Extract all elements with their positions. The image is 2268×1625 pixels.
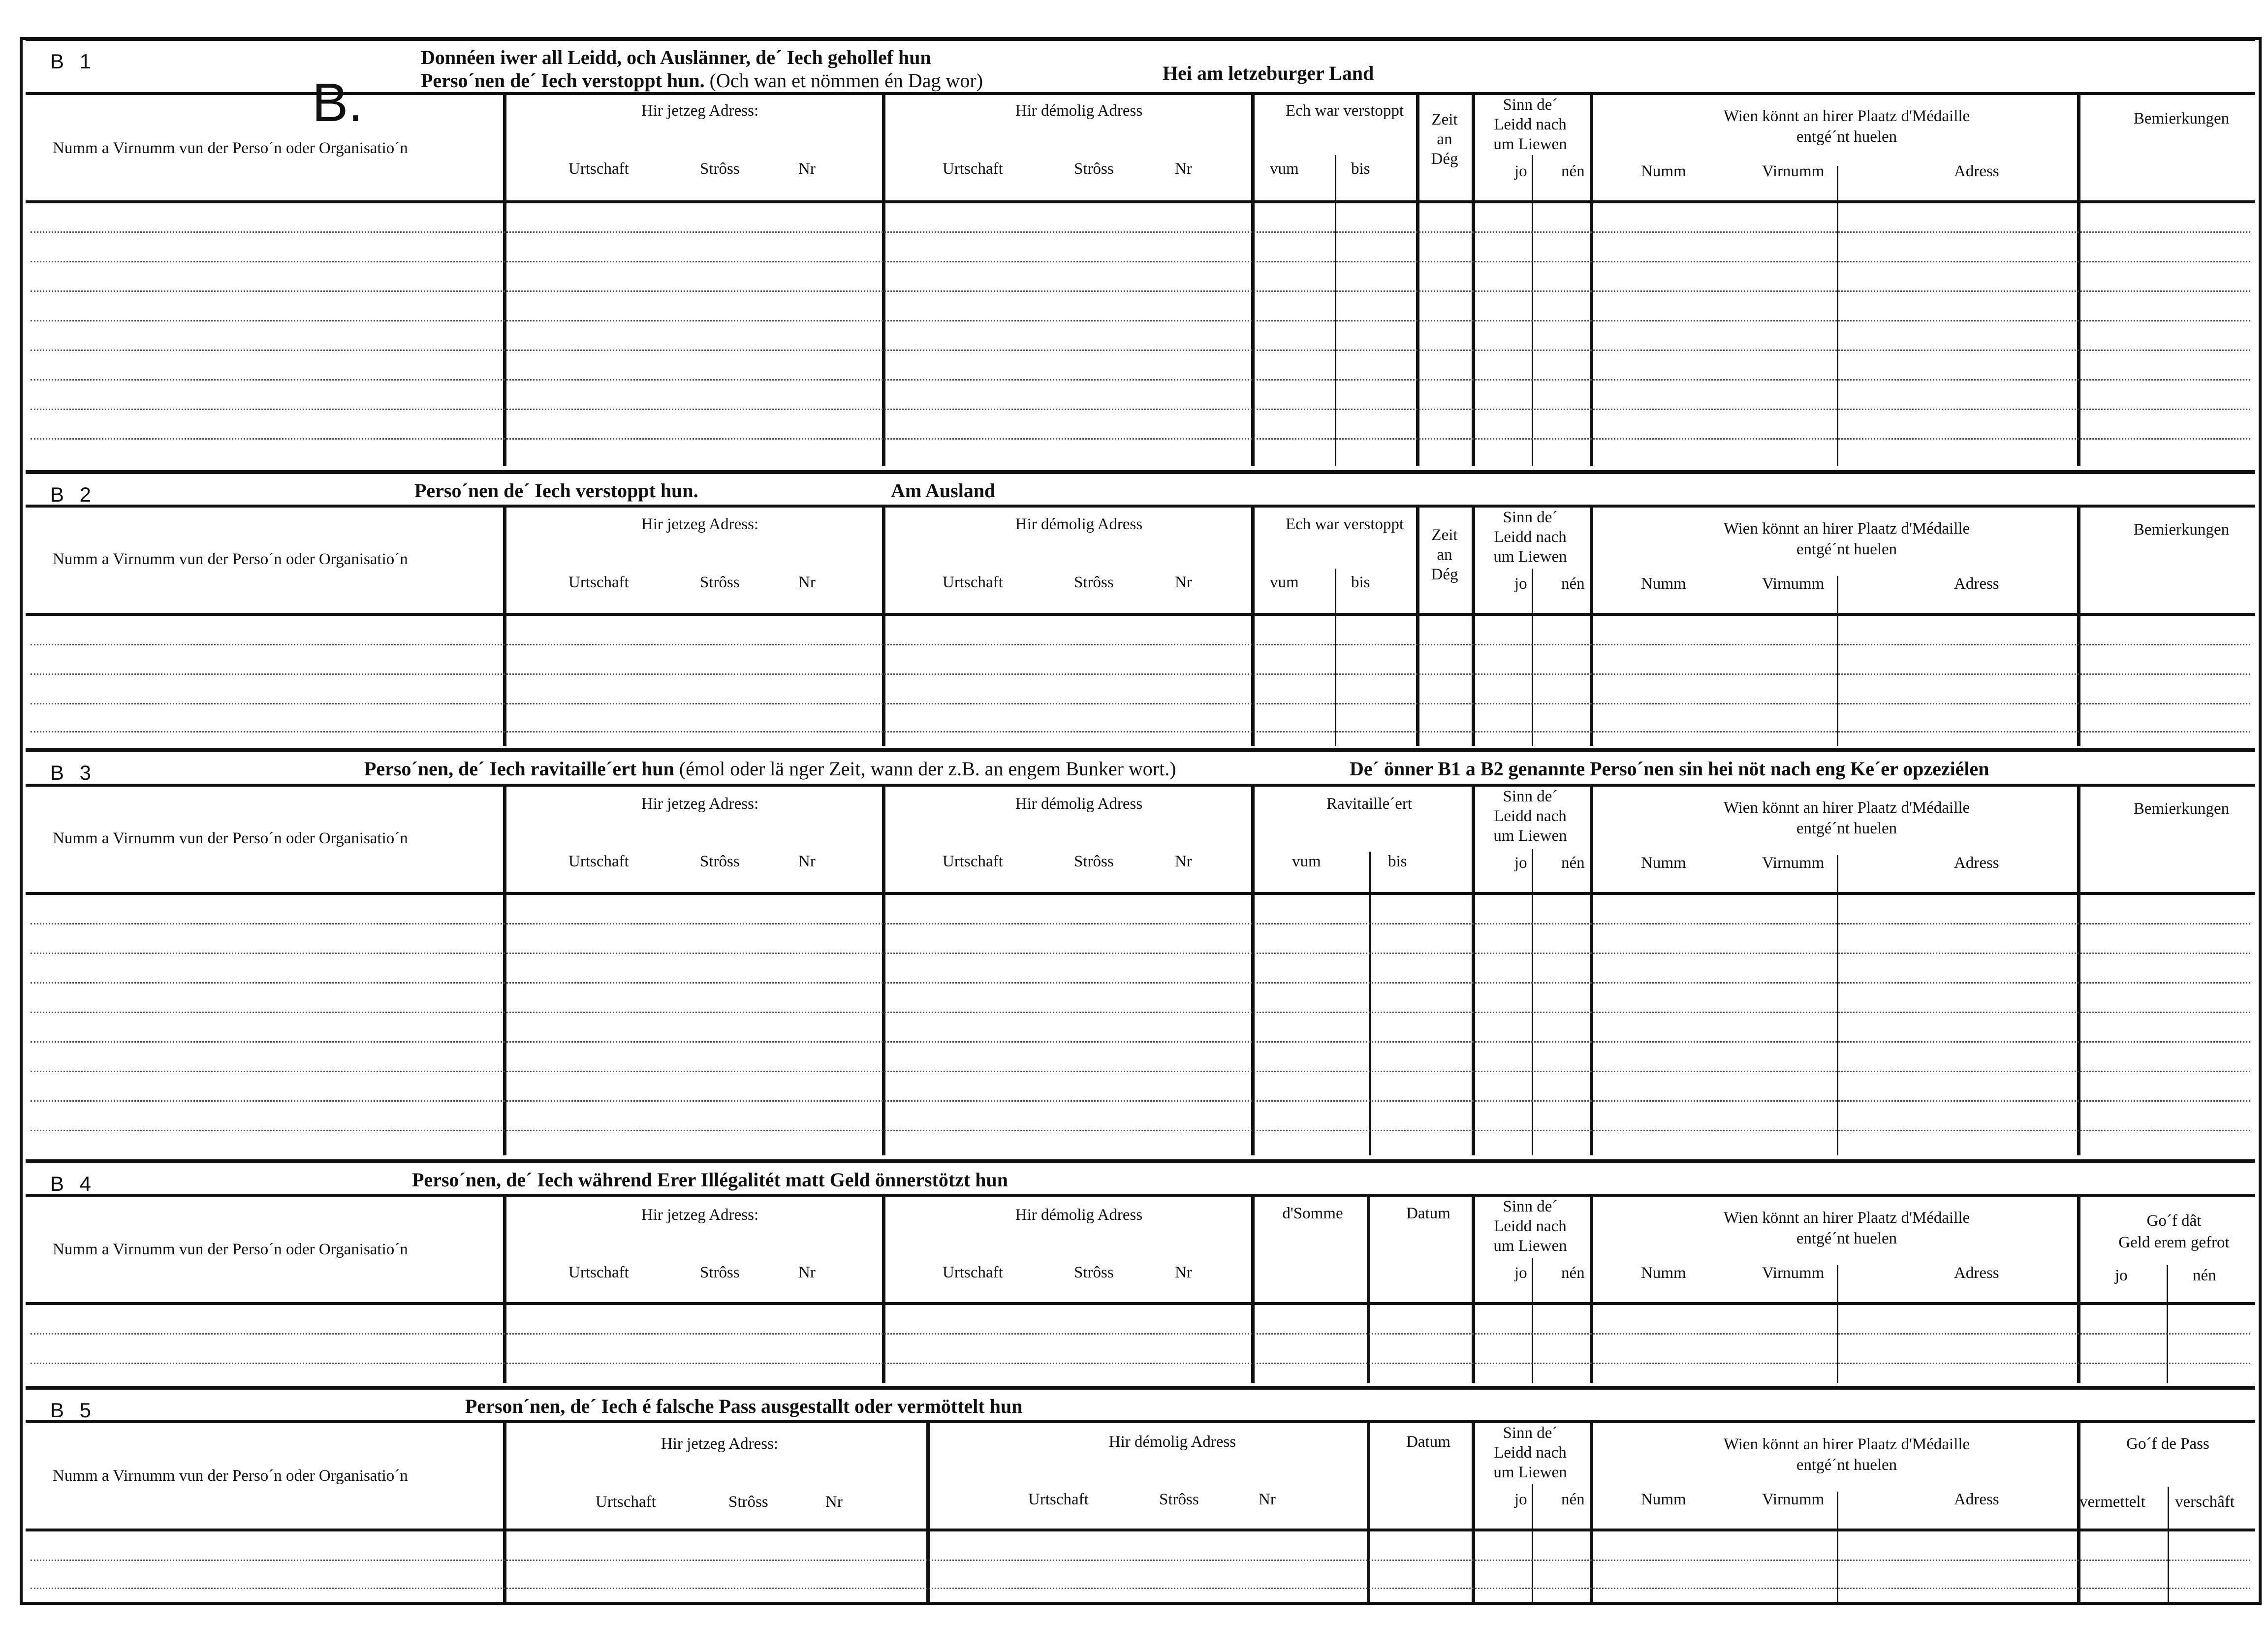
name-header: Numm a Virnumm vun der Perso´n oder Organisatio´n — [53, 139, 408, 157]
col-divider — [1251, 505, 1255, 746]
alive-line-2: Leidd nach — [1494, 528, 1567, 546]
urtschaft-header: Urtschaft — [1028, 1491, 1089, 1508]
vermettelt-header: vermettelt — [2079, 1493, 2145, 1511]
nr-header: Nr — [1175, 574, 1192, 591]
col-divider — [2077, 784, 2080, 1155]
nen-header: nén — [1561, 1264, 1585, 1282]
col-subdivider — [1837, 1265, 1838, 1383]
section-title-line-2-text: Perso´nen de´ Iech verstoppt hun. — [421, 69, 705, 92]
medal-line-1: Wien könnt an hirer Plaatz d'Médaille — [1723, 520, 1970, 538]
col-divider — [2077, 1420, 2080, 1602]
nen-header: nén — [1561, 1491, 1585, 1508]
section-title-right: Hei am letzeburger Land — [1163, 62, 1374, 84]
stross-header: Strôss — [1074, 574, 1114, 591]
entry-line[interactable] — [31, 320, 2250, 321]
section-band — [26, 37, 2255, 41]
alive-line-3: um Liewen — [1493, 135, 1567, 153]
gift-money-line-2: Geld erem gefrot — [2118, 1234, 2230, 1251]
nen-header: nén — [1561, 575, 1585, 593]
col-divider — [1472, 1420, 1475, 1602]
entry-line[interactable] — [31, 953, 2250, 954]
col-subdivider — [1532, 849, 1533, 1155]
entry-line[interactable] — [31, 703, 2250, 704]
name-header: Numm a Virnumm vun der Perso´n oder Organisatio´n — [53, 1241, 408, 1258]
zeit-label: Zeit — [1431, 526, 1458, 544]
alive-line-2: Leidd nach — [1494, 1217, 1567, 1235]
datum-header: Datum — [1406, 1433, 1450, 1451]
medal-header — [1601, 1208, 2093, 1249]
entry-line[interactable] — [31, 379, 2250, 381]
vum-header: vum — [1270, 574, 1299, 591]
stross-header: Strôss — [700, 1264, 740, 1281]
nr-header: Nr — [825, 1493, 843, 1511]
jo-header: jo — [1514, 162, 1527, 180]
entry-line[interactable] — [31, 350, 2250, 351]
alive-header — [1474, 1197, 1587, 1256]
jo-header: jo — [1514, 575, 1527, 593]
header-top-rule — [26, 505, 2255, 508]
header-bottom-rule — [26, 613, 2255, 616]
section-title — [421, 46, 983, 92]
entry-line[interactable] — [31, 731, 2250, 733]
current-address-header: Hir jetzeg Adress: — [641, 102, 759, 120]
section-band — [26, 470, 2255, 474]
section-b4 — [26, 1159, 2255, 1386]
medal-header — [1601, 106, 2093, 147]
medal-line-1: Wien könnt an hirer Plaatz d'Médaille — [1723, 1209, 1970, 1227]
alive-line-1: Sinn de´ — [1503, 1198, 1558, 1215]
col-divider — [882, 505, 885, 746]
alive-line-3: um Liewen — [1493, 1237, 1567, 1255]
col-subdivider — [1335, 155, 1336, 466]
jo-header: jo — [1514, 1264, 1527, 1282]
alive-line-3: um Liewen — [1493, 1464, 1567, 1481]
medal-header — [1601, 797, 2093, 839]
col-divider — [503, 784, 506, 1155]
entry-line[interactable] — [31, 261, 2250, 262]
urtschaft-header: Urtschaft — [943, 574, 1003, 591]
entry-line[interactable] — [31, 1041, 2250, 1043]
datum-header: Datum — [1406, 1205, 1450, 1222]
vum-header: vum — [1292, 853, 1321, 870]
remarks-header: Bemierkungen — [2133, 800, 2230, 818]
gift-pass-header: Go´f de Pass — [2126, 1435, 2209, 1453]
former-address-header: Hir démolig Adress — [1015, 795, 1143, 813]
stross-header: Strôss — [700, 853, 740, 870]
virnumm-header: Virnumm — [1762, 162, 1825, 180]
header-bottom-rule — [26, 892, 2255, 895]
nen-header: nén — [2193, 1267, 2216, 1284]
col-subdivider — [1837, 855, 1838, 1155]
col-subdivider — [2167, 1265, 2168, 1383]
col-divider — [1472, 505, 1475, 746]
urtschaft-header: Urtschaft — [596, 1493, 656, 1511]
col-subdivider — [1369, 852, 1371, 1155]
stross-header: Strôss — [1159, 1491, 1199, 1508]
bis-header: bis — [1351, 574, 1370, 591]
col-divider — [1472, 1194, 1475, 1383]
header-top-rule — [26, 92, 2255, 95]
col-divider — [1251, 1194, 1255, 1383]
urtschaft-header: Urtschaft — [568, 574, 629, 591]
section-title: Person´nen, de´ Iech é falsche Pass ausgestallt oder vermöttelt hun — [465, 1395, 1023, 1417]
col-divider — [503, 505, 506, 746]
adress-header: Adress — [1954, 854, 1999, 872]
somme-header: d'Somme — [1282, 1205, 1343, 1222]
col-divider — [1367, 1420, 1370, 1602]
gift-money-line-1: Go´f dât — [2146, 1212, 2202, 1230]
current-address-header: Hir jetzeg Adress: — [661, 1435, 779, 1453]
gift-money-header — [2093, 1210, 2255, 1253]
medal-line-1: Wien könnt an hirer Plaatz d'Médaille — [1723, 107, 1970, 125]
col-subdivider — [1532, 1484, 1533, 1602]
zeit-an-deg-header — [1418, 525, 1472, 584]
section-title-text: Perso´nen, de´ Iech ravitaille´ert hun — [364, 758, 674, 780]
nr-header: Nr — [798, 160, 816, 178]
nr-header: Nr — [1259, 1491, 1276, 1508]
urtschaft-header: Urtschaft — [943, 853, 1003, 870]
col-divider — [1416, 92, 1419, 466]
col-divider — [1590, 505, 1593, 746]
col-divider — [503, 1194, 506, 1383]
nr-header: Nr — [1175, 1264, 1192, 1281]
nen-header: nén — [1561, 854, 1585, 872]
col-divider — [503, 1420, 506, 1602]
section-title-right: Am Ausland — [891, 479, 996, 502]
vum-header: vum — [1270, 160, 1299, 178]
virnumm-header: Virnumm — [1762, 575, 1825, 593]
header-bottom-rule — [26, 1529, 2255, 1531]
alive-header — [1474, 787, 1587, 846]
alive-line-1: Sinn de´ — [1503, 96, 1558, 114]
jo-header: jo — [1514, 1491, 1527, 1508]
nr-header: Nr — [1175, 853, 1192, 870]
nr-header: Nr — [1175, 160, 1192, 178]
col-divider — [882, 92, 885, 466]
urtschaft-header: Urtschaft — [943, 1264, 1003, 1281]
medal-line-2: entgé´nt huelen — [1796, 128, 1897, 146]
entry-line[interactable] — [31, 231, 2250, 233]
section-band — [26, 1386, 2255, 1390]
col-divider — [1472, 92, 1475, 466]
stross-header: Strôss — [1074, 853, 1114, 870]
section-title-line-2 — [421, 69, 983, 92]
header-bottom-rule — [26, 200, 2255, 203]
col-divider — [1251, 92, 1255, 466]
former-address-header: Hir démolig Adress — [1015, 102, 1143, 120]
section-band — [26, 748, 2255, 752]
former-address-header: Hir démolig Adress — [1108, 1433, 1236, 1451]
an-label: an — [1437, 546, 1452, 564]
alive-line-1: Sinn de´ — [1503, 509, 1558, 526]
alive-line-3: um Liewen — [1493, 827, 1567, 845]
medal-line-2: entgé´nt huelen — [1796, 1230, 1897, 1247]
section-title-note: (Och wan et nömmen én Dag wor) — [709, 69, 983, 92]
col-subdivider — [1837, 576, 1838, 746]
medal-line-1: Wien könnt an hirer Plaatz d'Médaille — [1723, 799, 1970, 817]
col-subdivider — [1532, 155, 1533, 466]
entry-line[interactable] — [31, 673, 2250, 675]
medal-header — [1601, 518, 2093, 560]
header-bottom-rule — [26, 1302, 2255, 1305]
numm-header: Numm — [1641, 162, 1686, 180]
header-top-rule — [26, 784, 2255, 787]
section-title: Perso´nen, de´ Iech während Erer Illégalitét matt Geld önnerstötzt hun — [412, 1169, 1008, 1191]
adress-header: Adress — [1954, 1491, 1999, 1508]
col-subdivider — [1532, 569, 1533, 746]
entry-line[interactable] — [31, 1012, 2250, 1013]
virnumm-header: Virnumm — [1762, 1491, 1825, 1508]
col-divider — [1416, 505, 1419, 746]
col-divider — [882, 1194, 885, 1383]
section-id: B 5 — [50, 1399, 96, 1422]
nen-header: nén — [1561, 162, 1585, 180]
col-subdivider — [2168, 1487, 2169, 1602]
numm-header: Numm — [1641, 854, 1686, 872]
urtschaft-header: Urtschaft — [568, 160, 629, 178]
bis-header: bis — [1351, 160, 1370, 178]
name-header: Numm a Virnumm vun der Perso´n oder Organisatio´n — [53, 829, 408, 847]
section-title-note: (émol oder lä nger Zeit, wann der z.B. an engem Bunker wort.) — [679, 758, 1176, 780]
entry-line[interactable] — [31, 1130, 2250, 1131]
verschaft-header: verschâft — [2175, 1493, 2235, 1511]
virnumm-header: Virnumm — [1762, 854, 1825, 872]
ravitailleert-header: Ravitaille´ert — [1326, 795, 1413, 813]
alive-line-2: Leidd nach — [1494, 1444, 1567, 1462]
deg-label: Dég — [1431, 566, 1458, 583]
section-title — [364, 757, 1176, 780]
col-divider — [882, 784, 885, 1155]
entry-line[interactable] — [31, 982, 2250, 984]
adress-header: Adress — [1954, 162, 1999, 180]
entry-line[interactable] — [31, 644, 2250, 645]
numm-header: Numm — [1641, 1491, 1686, 1508]
alive-header — [1474, 508, 1587, 567]
alive-line-1: Sinn de´ — [1503, 788, 1558, 805]
entry-line[interactable] — [31, 923, 2250, 924]
entry-line[interactable] — [31, 1560, 2250, 1561]
alive-line-3: um Liewen — [1493, 548, 1567, 566]
virnumm-header: Virnumm — [1762, 1264, 1825, 1282]
name-header: Numm a Virnumm vun der Perso´n oder Organisatio´n — [53, 1467, 408, 1485]
form-letter: B. — [312, 72, 363, 133]
col-subdivider — [1335, 569, 1336, 746]
entry-line[interactable] — [31, 290, 2250, 292]
entry-line[interactable] — [31, 1071, 2250, 1072]
alive-line-2: Leidd nach — [1494, 807, 1567, 825]
section-title-line-1: Donnéen iwer all Leidd, och Auslänner, de´ Iech gehollef hun — [421, 46, 931, 68]
col-divider — [926, 1420, 930, 1602]
section-b1 — [26, 37, 2255, 470]
col-divider — [1590, 784, 1593, 1155]
col-divider — [503, 92, 506, 466]
alive-line-1: Sinn de´ — [1503, 1424, 1558, 1442]
nr-header: Nr — [798, 1264, 816, 1281]
hidden-header: Ech war verstoppt — [1285, 515, 1404, 533]
medal-header — [1601, 1434, 2093, 1475]
nr-header: Nr — [798, 853, 816, 870]
col-divider — [1367, 1194, 1370, 1383]
alive-header — [1474, 95, 1587, 154]
jo-header: jo — [2115, 1267, 2128, 1284]
section-id: B 1 — [50, 50, 96, 73]
col-divider — [1590, 92, 1593, 466]
urtschaft-header: Urtschaft — [568, 853, 629, 870]
stross-header: Strôss — [728, 1493, 768, 1511]
deg-label: Dég — [1431, 150, 1458, 168]
col-subdivider — [1532, 1258, 1533, 1383]
current-address-header: Hir jetzeg Adress: — [641, 795, 759, 813]
urtschaft-header: Urtschaft — [568, 1264, 629, 1281]
zeit-label: Zeit — [1431, 111, 1458, 128]
numm-header: Numm — [1641, 1264, 1686, 1282]
entry-line[interactable] — [31, 409, 2250, 410]
alive-header — [1474, 1423, 1587, 1482]
section-id: B 3 — [50, 761, 96, 784]
section-b5 — [26, 1386, 2255, 1605]
stross-header: Strôss — [700, 160, 740, 178]
remarks-header: Bemierkungen — [2133, 521, 2230, 539]
section-title: Perso´nen de´ Iech verstoppt hun. — [414, 479, 698, 502]
col-divider — [2077, 505, 2080, 746]
nr-header: Nr — [798, 574, 816, 591]
entry-line[interactable] — [31, 1100, 2250, 1102]
col-divider — [1472, 784, 1475, 1155]
stross-header: Strôss — [700, 574, 740, 591]
medal-line-2: entgé´nt huelen — [1796, 1456, 1897, 1474]
stross-header: Strôss — [1074, 1264, 1114, 1281]
col-divider — [2077, 1194, 2080, 1383]
alive-line-2: Leidd nach — [1494, 116, 1567, 133]
former-address-header: Hir démolig Adress — [1015, 515, 1143, 533]
col-divider — [1251, 784, 1255, 1155]
remarks-header: Bemierkungen — [2133, 110, 2230, 127]
header-top-rule — [26, 1420, 2255, 1423]
entry-line[interactable] — [31, 1588, 2250, 1589]
medal-line-1: Wien könnt an hirer Plaatz d'Médaille — [1723, 1435, 1970, 1453]
entry-line[interactable] — [31, 1333, 2250, 1335]
col-divider — [1590, 1194, 1593, 1383]
bis-header: bis — [1388, 853, 1407, 870]
name-header: Numm a Virnumm vun der Perso´n oder Organisatio´n — [53, 550, 408, 568]
entry-line[interactable] — [31, 438, 2250, 440]
header-top-rule — [26, 1194, 2255, 1197]
section-b2 — [26, 470, 2255, 748]
entry-line[interactable] — [31, 1363, 2250, 1364]
section-title-right: De´ önner B1 a B2 genannte Perso´nen sin hei nöt nach eng Ke´er opzeziélen — [1350, 758, 1989, 780]
current-address-header: Hir jetzeg Adress: — [641, 1206, 759, 1224]
jo-header: jo — [1514, 854, 1527, 872]
adress-header: Adress — [1954, 575, 1999, 593]
current-address-header: Hir jetzeg Adress: — [641, 515, 759, 533]
section-id: B 4 — [50, 1172, 96, 1195]
section-band — [26, 1159, 2255, 1163]
stross-header: Strôss — [1074, 160, 1114, 178]
section-b3 — [26, 748, 2255, 1159]
former-address-header: Hir démolig Adress — [1015, 1206, 1143, 1224]
col-subdivider — [1837, 166, 1838, 466]
col-divider — [1590, 1420, 1593, 1602]
medal-line-2: entgé´nt huelen — [1796, 820, 1897, 837]
hidden-header: Ech war verstoppt — [1285, 102, 1404, 120]
col-divider — [2077, 92, 2080, 466]
zeit-an-deg-header — [1418, 110, 1472, 169]
section-id: B 2 — [50, 483, 96, 506]
urtschaft-header: Urtschaft — [943, 160, 1003, 178]
an-label: an — [1437, 130, 1452, 148]
adress-header: Adress — [1954, 1264, 1999, 1282]
numm-header: Numm — [1641, 575, 1686, 593]
col-subdivider — [1837, 1492, 1838, 1602]
medal-line-2: entgé´nt huelen — [1796, 541, 1897, 558]
